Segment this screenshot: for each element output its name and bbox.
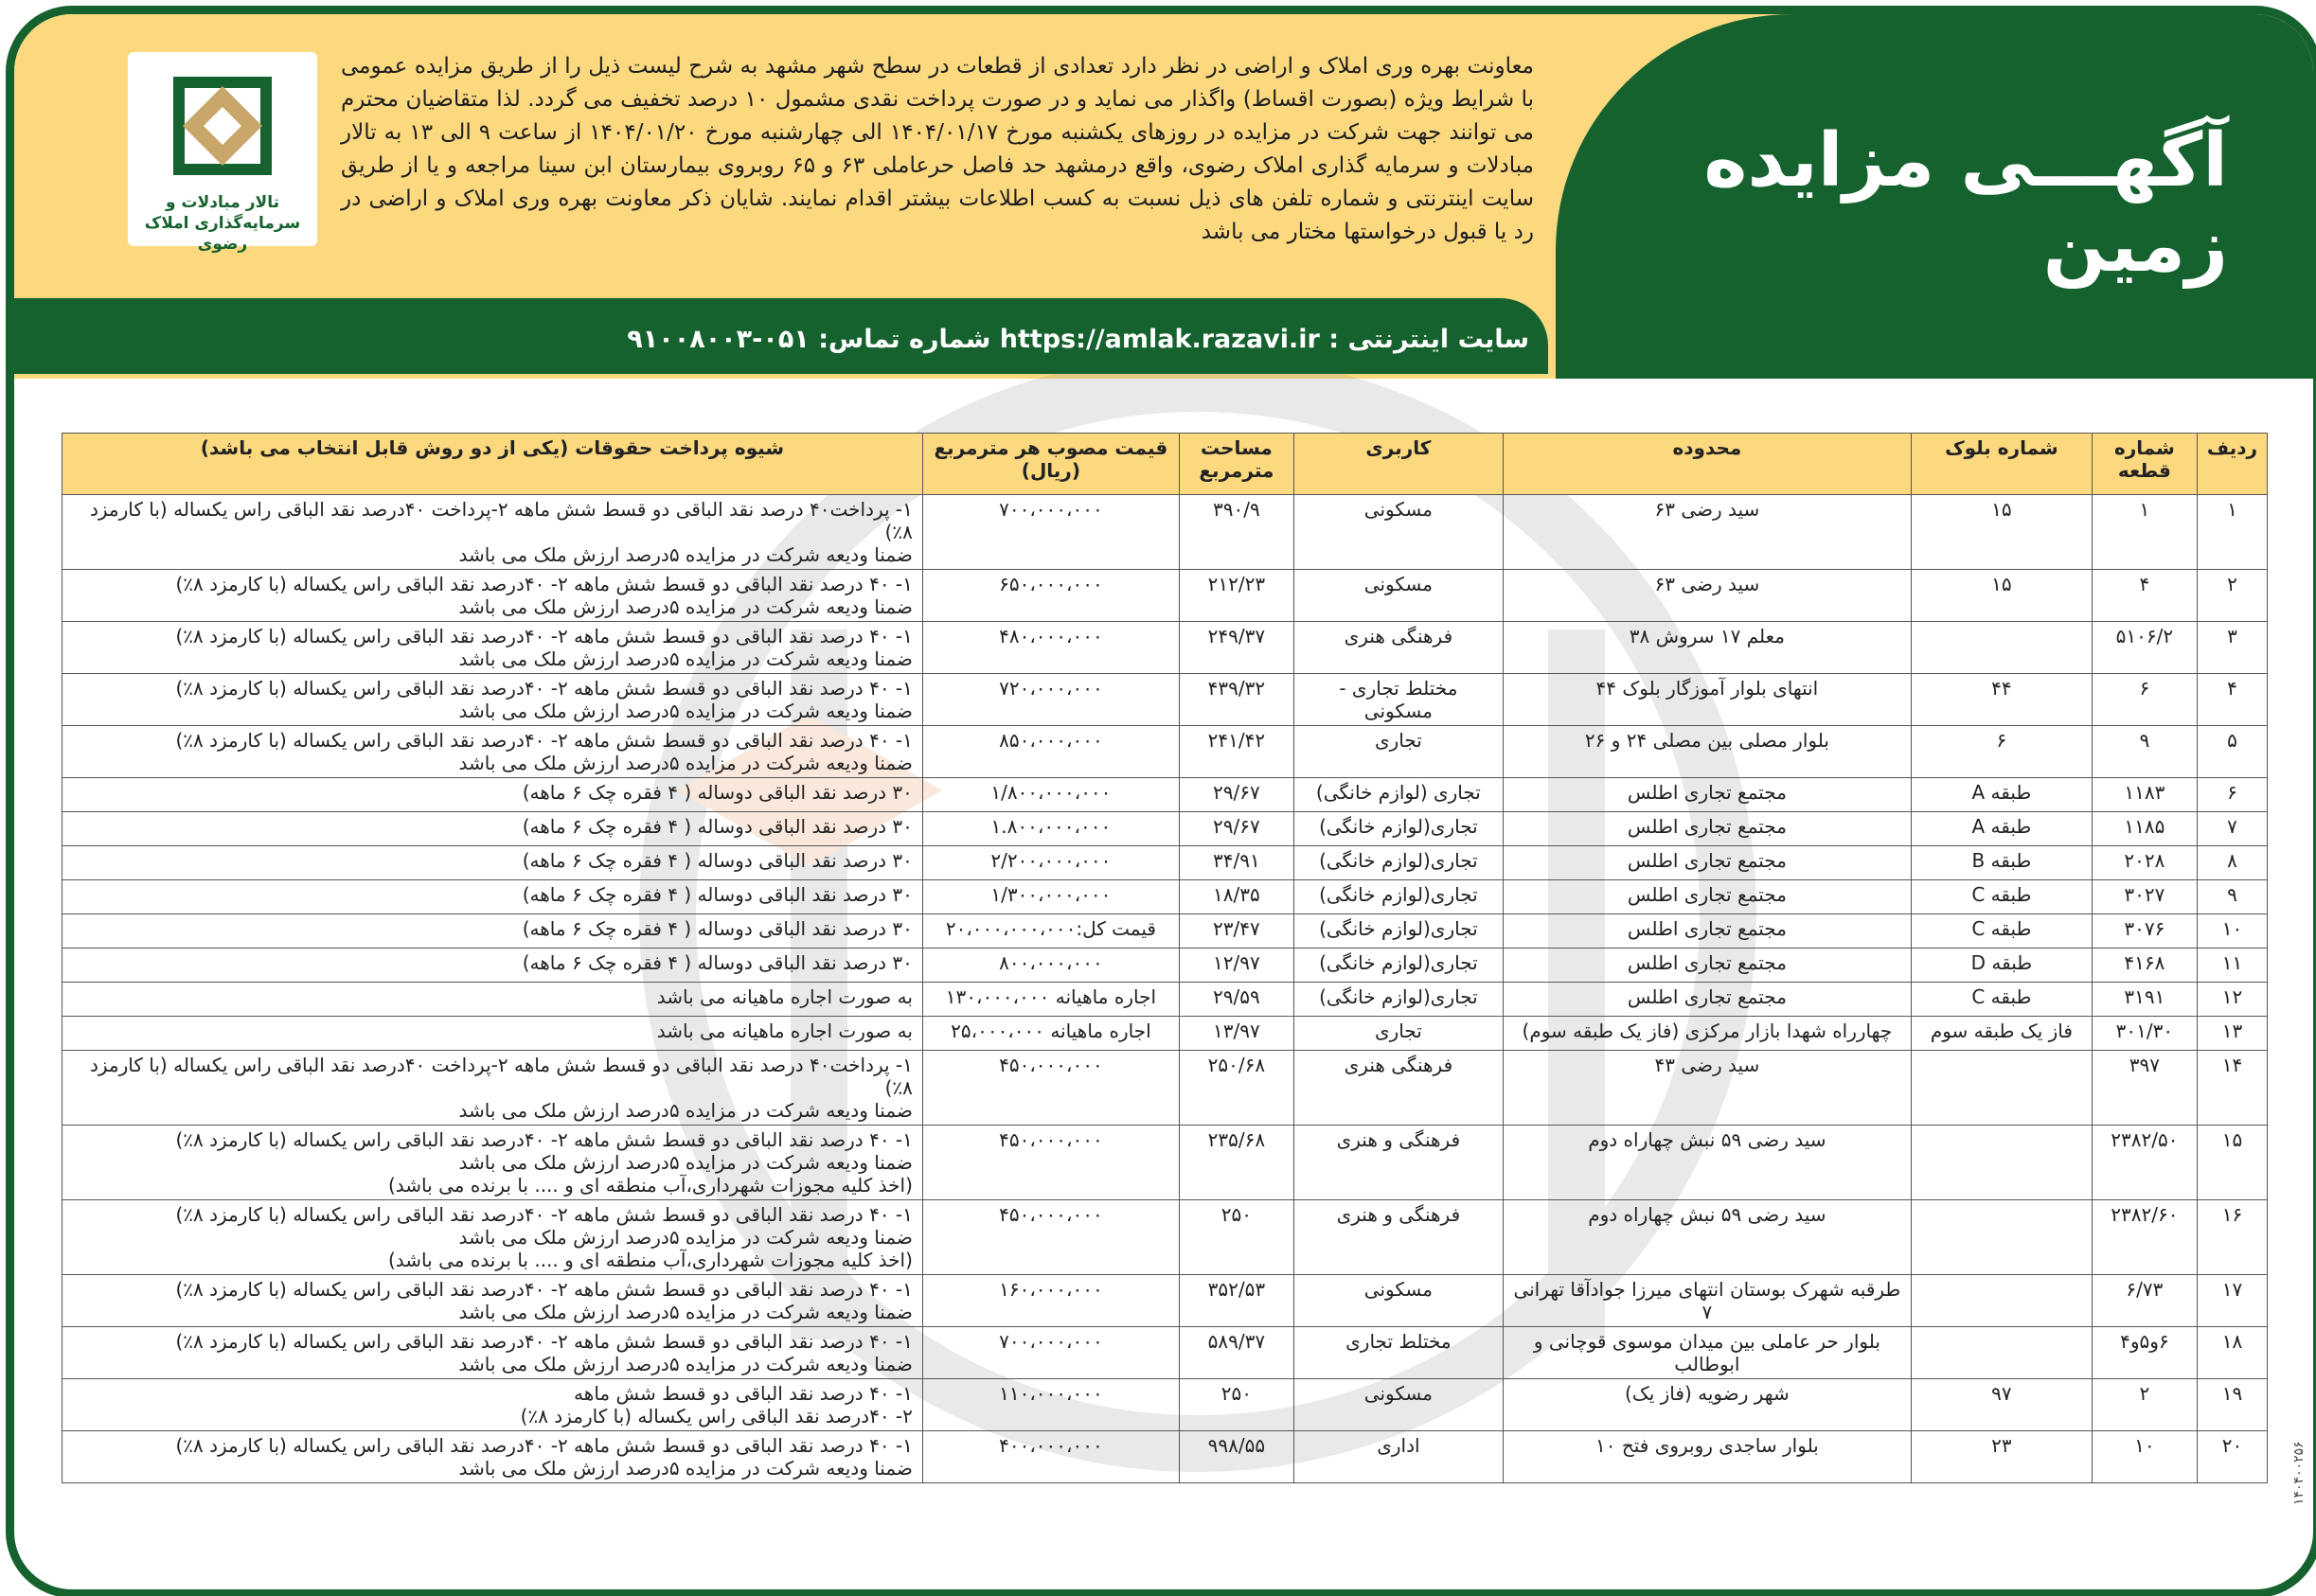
cell-block-number bbox=[1911, 1126, 2092, 1200]
cell-price: ۱/۸۰۰،۰۰۰،۰۰۰ bbox=[922, 778, 1179, 812]
page-title: آگهـــی مزایده زمین bbox=[1703, 118, 2228, 289]
cell-usage: تجاری bbox=[1293, 1017, 1503, 1051]
table-row bbox=[62, 1200, 2268, 1275]
cell-price: ۱.۸۰۰،۰۰۰،۰۰۰ bbox=[922, 812, 1179, 846]
cell-usage: تجاری(لوازم خانگی) bbox=[1293, 949, 1503, 983]
cell-usage: تجاری(لوازم خانگی) bbox=[1293, 914, 1503, 949]
cell-price: ۶۵۰،۰۰۰،۰۰۰ bbox=[922, 570, 1179, 622]
cell-payment: ۱- ۴۰ درصد نقد الباقی دو قسط شش ماهه ۲- ۴۰درصد نقد الباقی راس یکساله (با کارمزد ۸٪) ضمنا ودیعه شرکت در مزایده ۵درصد ارزش ملک می باشد (اخذ کلیه مجوزات شهرداری،آب منطقه ای و .... با برنده می باشد) bbox=[62, 1126, 923, 1200]
col-header-row-number: ردیف bbox=[2197, 434, 2267, 495]
col-header-plot-number: شماره قطعه bbox=[2092, 434, 2197, 495]
cell-row-number: ۱۳ bbox=[2197, 1017, 2267, 1051]
cell-price: ۴۵۰،۰۰۰،۰۰۰ bbox=[922, 1200, 1179, 1275]
cell-price: ۴۵۰،۰۰۰،۰۰۰ bbox=[922, 1126, 1179, 1200]
table-row bbox=[62, 1051, 2268, 1126]
cell-size: ۱۳/۹۷ bbox=[1179, 1017, 1293, 1051]
cell-plot-number: ۶ bbox=[2092, 674, 2197, 726]
cell-area: مجتمع تجاری اطلس bbox=[1503, 846, 1911, 880]
cell-size: ۴۳۹/۳۲ bbox=[1179, 674, 1293, 726]
cell-usage: مختلط تجاری bbox=[1293, 1327, 1503, 1379]
cell-payment: ۱- ۴۰ درصد نقد الباقی دو قسط شش ماهه ۲- ۴۰درصد نقد الباقی راس یکساله (با کارمزد ۸٪) ضمنا ودیعه شرکت در مزایده ۵درصد ارزش ملک می باشد bbox=[62, 1327, 923, 1379]
cell-plot-number: ۹ bbox=[2092, 726, 2197, 778]
cell-block-number: ۹۷ bbox=[1911, 1379, 2092, 1431]
cell-size: ۲۵۰ bbox=[1179, 1200, 1293, 1275]
cell-payment: ۳۰ درصد نقد الباقی دوساله ( ۴ فقره چک ۶ ماهه) bbox=[62, 812, 923, 846]
cell-plot-number: ۶و۵و۴ bbox=[2092, 1327, 2197, 1379]
cell-area: مجتمع تجاری اطلس bbox=[1503, 914, 1911, 949]
cell-price: ۲/۲۰۰،۰۰۰،۰۰۰ bbox=[922, 846, 1179, 880]
col-header-size: مساحت مترمربع bbox=[1179, 434, 1293, 495]
cell-row-number: ۷ bbox=[2197, 812, 2267, 846]
cell-area: مجتمع تجاری اطلس bbox=[1503, 880, 1911, 914]
cell-usage: مسکونی bbox=[1293, 1379, 1503, 1431]
cell-plot-number: ۲۰۲۸ bbox=[2092, 846, 2197, 880]
table-row bbox=[62, 949, 2268, 983]
cell-row-number: ۱ bbox=[2197, 495, 2267, 570]
table-row bbox=[62, 1327, 2268, 1379]
cell-size: ۲۹/۵۹ bbox=[1179, 983, 1293, 1017]
cell-price: ۱۶۰،۰۰۰،۰۰۰ bbox=[922, 1275, 1179, 1327]
organization-logo bbox=[128, 52, 317, 254]
table-row bbox=[62, 622, 2268, 674]
cell-row-number: ۱۶ bbox=[2197, 1200, 2267, 1275]
cell-plot-number: ۵۱۰۶/۲ bbox=[2092, 622, 2197, 674]
cell-block-number: طبقه C bbox=[1911, 880, 2092, 914]
auction-table bbox=[62, 433, 2268, 1483]
table-row bbox=[62, 1431, 2268, 1483]
col-header-block-number: شماره بلوک bbox=[1911, 434, 2092, 495]
cell-area: سید رضی ۵۹ نبش چهاراه دوم bbox=[1503, 1126, 1911, 1200]
cell-price: قیمت کل:۲۰،۰۰۰،۰۰۰،۰۰۰ bbox=[922, 914, 1179, 949]
cell-area: مجتمع تجاری اطلس bbox=[1503, 983, 1911, 1017]
cell-plot-number: ۳۰۷۶ bbox=[2092, 914, 2197, 949]
cell-usage: تجاری (لوازم خانگی) bbox=[1293, 778, 1503, 812]
cell-price: ۴۰۰،۰۰۰،۰۰۰ bbox=[922, 1431, 1179, 1483]
table-header-row bbox=[62, 434, 2268, 495]
cell-price: ۷۰۰،۰۰۰،۰۰۰ bbox=[922, 495, 1179, 570]
cell-plot-number: ۴ bbox=[2092, 570, 2197, 622]
col-header-usage: کاربری bbox=[1293, 434, 1503, 495]
table-row bbox=[62, 726, 2268, 778]
table-row bbox=[62, 846, 2268, 880]
cell-size: ۲۳/۴۷ bbox=[1179, 914, 1293, 949]
title-panel bbox=[1556, 14, 2313, 379]
cell-area: بلوار ساجدی روبروی فتح ۱۰ bbox=[1503, 1431, 1911, 1483]
cell-plot-number: ۱ bbox=[2092, 495, 2197, 570]
cell-area: مجتمع تجاری اطلس bbox=[1503, 949, 1911, 983]
cell-row-number: ۱۱ bbox=[2197, 949, 2267, 983]
cell-area: سید رضی ۶۳ bbox=[1503, 570, 1911, 622]
cell-area: سید رضی ۴۳ bbox=[1503, 1051, 1911, 1126]
cell-size: ۲۹/۶۷ bbox=[1179, 778, 1293, 812]
cell-plot-number: ۱۰ bbox=[2092, 1431, 2197, 1483]
cell-block-number: طبقه C bbox=[1911, 914, 2092, 949]
cell-usage: فرهنگی و هنری bbox=[1293, 1200, 1503, 1275]
cell-plot-number: ۶/۷۳ bbox=[2092, 1275, 2197, 1327]
cell-payment: ۱- ۴۰ درصد نقد الباقی دو قسط شش ماهه ۲- ۴۰درصد نقد الباقی راس یکساله (با کارمزد ۸٪) ضمنا ودیعه شرکت در مزایده ۵درصد ارزش ملک می باشد bbox=[62, 1431, 923, 1483]
cell-row-number: ۳ bbox=[2197, 622, 2267, 674]
cell-row-number: ۲۰ bbox=[2197, 1431, 2267, 1483]
cell-row-number: ۱۷ bbox=[2197, 1275, 2267, 1327]
cell-size: ۱۸/۳۵ bbox=[1179, 880, 1293, 914]
table-row bbox=[62, 880, 2268, 914]
cell-price: ۱/۳۰۰،۰۰۰،۰۰۰ bbox=[922, 880, 1179, 914]
cell-block-number bbox=[1911, 1327, 2092, 1379]
cell-row-number: ۵ bbox=[2197, 726, 2267, 778]
col-header-price: قیمت مصوب هر مترمربع (ریال) bbox=[922, 434, 1179, 495]
cell-area: طرقبه شهرک بوستان انتهای میرزا جوادآقا تهرانی ۷ bbox=[1503, 1275, 1911, 1327]
col-header-payment: شیوه پرداخت حقوقات (یکی از دو روش قابل انتخاب می باشد) bbox=[62, 434, 923, 495]
cell-payment: ۳۰ درصد نقد الباقی دوساله ( ۴ فقره چک ۶ ماهه) bbox=[62, 880, 923, 914]
cell-price: ۷۰۰،۰۰۰،۰۰۰ bbox=[922, 1327, 1179, 1379]
table-body bbox=[62, 495, 2268, 1483]
cell-payment: ۱- ۴۰ درصد نقد الباقی دو قسط شش ماهه ۲- ۴۰درصد نقد الباقی راس یکساله (با کارمزد ۸٪) ضمنا ودیعه شرکت در مزایده ۵درصد ارزش ملک می باشد bbox=[62, 726, 923, 778]
cell-row-number: ۱۰ bbox=[2197, 914, 2267, 949]
cell-area: مجتمع تجاری اطلس bbox=[1503, 778, 1911, 812]
cell-payment: ۱- پرداخت۴۰ درصد نقد الباقی دو قسط شش ماهه ۲-پرداخت ۴۰درصد نقد الباقی راس یکساله (با کارمزد ۸٪) ضمنا ودیعه شرکت در مزایده ۵درصد ارزش ملک می باشد bbox=[62, 495, 923, 570]
cell-area: معلم ۱۷ سروش ۳۸ bbox=[1503, 622, 1911, 674]
cell-block-number: ۱۵ bbox=[1911, 570, 2092, 622]
cell-price: ۴۵۰،۰۰۰،۰۰۰ bbox=[922, 1051, 1179, 1126]
cell-usage: تجاری(لوازم خانگی) bbox=[1293, 812, 1503, 846]
cell-plot-number: ۳۰۱/۳۰ bbox=[2092, 1017, 2197, 1051]
cell-price: اجاره ماهیانه ۲۵،۰۰۰،۰۰۰ bbox=[922, 1017, 1179, 1051]
cell-payment: ۱- ۴۰ درصد نقد الباقی دو قسط شش ماهه ۲- ۴۰درصد نقد الباقی راس یکساله (با کارمزد ۸٪) ضمنا ودیعه شرکت در مزایده ۵درصد ارزش ملک می باشد bbox=[62, 570, 923, 622]
table-row bbox=[62, 674, 2268, 726]
cell-block-number: طبقه D bbox=[1911, 949, 2092, 983]
cell-payment: ۱- ۴۰ درصد نقد الباقی دو قسط شش ماهه ۲- ۴۰درصد نقد الباقی راس یکساله (با کارمزد ۸٪) bbox=[62, 1379, 923, 1431]
cell-area: انتهای بلوار آموزگار بلوک ۴۴ bbox=[1503, 674, 1911, 726]
cell-size: ۲۱۲/۲۳ bbox=[1179, 570, 1293, 622]
cell-usage: فرهنگی هنری bbox=[1293, 622, 1503, 674]
cell-size: ۳۵۲/۵۳ bbox=[1179, 1275, 1293, 1327]
cell-payment: ۱- ۴۰ درصد نقد الباقی دو قسط شش ماهه ۲- ۴۰درصد نقد الباقی راس یکساله (با کارمزد ۸٪) ضمنا ودیعه شرکت در مزایده ۵درصد ارزش ملک می باشد bbox=[62, 1275, 923, 1327]
cell-size: ۳۹۰/۹ bbox=[1179, 495, 1293, 570]
document-code: ۱۴۰۴۰۰۲۵۶ bbox=[2291, 1441, 2307, 1505]
cell-row-number: ۸ bbox=[2197, 846, 2267, 880]
cell-usage: مسکونی bbox=[1293, 570, 1503, 622]
cell-price: ۴۸۰،۰۰۰،۰۰۰ bbox=[922, 622, 1179, 674]
cell-price: اجاره ماهیانه ۱۳۰،۰۰۰،۰۰۰ bbox=[922, 983, 1179, 1017]
cell-block-number bbox=[1911, 1051, 2092, 1126]
table-row bbox=[62, 1017, 2268, 1051]
cell-area: سید رضی ۵۹ نبش چهاراه دوم bbox=[1503, 1200, 1911, 1275]
col-header-area: محدوده bbox=[1503, 434, 1911, 495]
cell-payment: ۳۰ درصد نقد الباقی دوساله ( ۴ فقره چک ۶ ماهه) bbox=[62, 914, 923, 949]
cell-size: ۳۴/۹۱ bbox=[1179, 846, 1293, 880]
cell-size: ۲۵۰/۶۸ bbox=[1179, 1051, 1293, 1126]
cell-price: ۷۲۰،۰۰۰،۰۰۰ bbox=[922, 674, 1179, 726]
cell-payment: ۱- ۴۰ درصد نقد الباقی دو قسط شش ماهه ۲- ۴۰درصد نقد الباقی راس یکساله (با کارمزد ۸٪) ضمنا ودیعه شرکت در مزایده ۵درصد ارزش ملک می باشد (اخذ کلیه مجوزات شهرداری،آب منطقه ای و .... با برنده می باشد) bbox=[62, 1200, 923, 1275]
cell-block-number: ۶ bbox=[1911, 726, 2092, 778]
contact-info[interactable]: سایت اینترنتی : https://amlak.razavi.ir شماره تماس: ۰۵۱-۹۱۰۰۸۰۰۳ bbox=[627, 325, 1529, 354]
table-row bbox=[62, 983, 2268, 1017]
cell-row-number: ۱۹ bbox=[2197, 1379, 2267, 1431]
cell-block-number bbox=[1911, 1275, 2092, 1327]
cell-payment: به صورت اجاره ماهیانه می باشد bbox=[62, 1017, 923, 1051]
cell-price: ۸۵۰،۰۰۰،۰۰۰ bbox=[922, 726, 1179, 778]
cell-block-number: ۱۵ bbox=[1911, 495, 2092, 570]
table-row bbox=[62, 570, 2268, 622]
cell-plot-number: ۱۱۸۵ bbox=[2092, 812, 2197, 846]
cell-usage: تجاری(لوازم خانگی) bbox=[1293, 983, 1503, 1017]
cell-row-number: ۱۴ bbox=[2197, 1051, 2267, 1126]
cell-plot-number: ۳۱۹۱ bbox=[2092, 983, 2197, 1017]
cell-block-number: ۲۳ bbox=[1911, 1431, 2092, 1483]
cell-row-number: ۴ bbox=[2197, 674, 2267, 726]
cell-plot-number: ۳۹۷ bbox=[2092, 1051, 2197, 1126]
cell-area: چهارراه شهدا بازار مرکزی (فاز یک طبقه سوم) bbox=[1503, 1017, 1911, 1051]
cell-block-number: طبقه A bbox=[1911, 778, 2092, 812]
logo-text: تالار مبادلات و سرمایه‌گذاری املاک رضوی bbox=[144, 193, 301, 254]
cell-usage: تجاری(لوازم خانگی) bbox=[1293, 846, 1503, 880]
cell-payment: ۳۰ درصد نقد الباقی دوساله ( ۴ فقره چک ۶ ماهه) bbox=[62, 846, 923, 880]
cell-plot-number: ۱۱۸۳ bbox=[2092, 778, 2197, 812]
cell-usage: تجاری bbox=[1293, 726, 1503, 778]
cell-plot-number: ۴۱۶۸ bbox=[2092, 949, 2197, 983]
cell-plot-number: ۲۳۸۲/۵۰ bbox=[2092, 1126, 2197, 1200]
cell-size: ۲۹/۶۷ bbox=[1179, 812, 1293, 846]
table-row bbox=[62, 1379, 2268, 1431]
table-row bbox=[62, 495, 2268, 570]
cell-size: ۲۵۰ bbox=[1179, 1379, 1293, 1431]
intro-paragraph: معاونت بهره وری املاک و اراضی در نظر دارد تعدادی از قطعات در سطح شهر مشهد به شرح لیست ذیل را از طریق مزایده عمومی با شرایط ویژه (بصورت اقساط) واگذار می نماید و در صورت پرداخت نقدی مشمول ۱۰ درصد تخفیف می گردد. لذا متقاضیان محترم می توانند جهت شرکت در مزایده در روزهای یکشنبه مورخ ۱۴۰۴/۰۱/۱۷ الی چهارشنبه مورخ ۱۴۰۴/۰۱/۲۰ از ساعت ۹ الی ۱۳ به تالار مبادلات و سرمایه گذاری املاک رضوی، واقع درمشهد حد فاصل حرعاملی ۶۳ و ۶۵ روبروی بیمارستان ابن سینا مراجعه و یا از طریق سایت اینترنتی و شماره تلفن های ذیل نسبت به کسب اطلاعات بیشتر اقدام نمایند. شایان ذکر معاونت بهره وری املاک و اراضی در رد یا قبول درخواستها مختار می باشد bbox=[341, 54, 1534, 244]
cell-payment: ۱- ۴۰ درصد نقد الباقی دو قسط شش ماهه ۲- ۴۰درصد نقد الباقی راس یکساله (با کارمزد ۸٪) ضمنا ودیعه شرکت در مزایده ۵درصد ارزش ملک می باشد bbox=[62, 674, 923, 726]
cell-block-number: طبقه C bbox=[1911, 983, 2092, 1017]
cell-size: ۱۲/۹۷ bbox=[1179, 949, 1293, 983]
cell-usage: فرهنگی هنری bbox=[1293, 1051, 1503, 1126]
cell-payment: ۱- ۴۰ درصد نقد الباقی دو قسط شش ماهه ۲- ۴۰درصد نقد الباقی راس یکساله (با کارمزد ۸٪) ضمنا ودیعه شرکت در مزایده ۵درصد ارزش ملک می باشد bbox=[62, 622, 923, 674]
cell-payment: ۳۰ درصد نقد الباقی دوساله ( ۴ فقره چک ۶ ماهه) bbox=[62, 949, 923, 983]
cell-payment: ۱- پرداخت۴۰ درصد نقد الباقی دو قسط شش ماهه ۲-پرداخت ۴۰درصد نقد الباقی راس یکساله (با کارمزد ۸٪) ضمنا ودیعه شرکت در مزایده ۵درصد ارزش ملک می باشد bbox=[62, 1051, 923, 1126]
table-row bbox=[62, 812, 2268, 846]
cell-block-number: طبقه A bbox=[1911, 812, 2092, 846]
cell-area: بلوار مصلی بین مصلی ۲۴ و ۲۶ bbox=[1503, 726, 1911, 778]
table-row bbox=[62, 778, 2268, 812]
cell-area: بلوار حر عاملی بین میدان موسوی قوچانی و ابوطالب bbox=[1503, 1327, 1911, 1379]
cell-usage: مسکونی bbox=[1293, 495, 1503, 570]
table-row bbox=[62, 1275, 2268, 1327]
cell-row-number: ۱۸ bbox=[2197, 1327, 2267, 1379]
cell-block-number: ۴۴ bbox=[1911, 674, 2092, 726]
cell-usage: اداری bbox=[1293, 1431, 1503, 1483]
cell-area: سید رضی ۶۳ bbox=[1503, 495, 1911, 570]
cell-row-number: ۹ bbox=[2197, 880, 2267, 914]
cell-plot-number: ۲۳۸۲/۶۰ bbox=[2092, 1200, 2197, 1275]
cell-area: شهر رضویه (فاز یک) bbox=[1503, 1379, 1911, 1431]
cell-plot-number: ۳۰۲۷ bbox=[2092, 880, 2197, 914]
logo-icon bbox=[166, 69, 279, 183]
cell-price: ۸۰۰،۰۰۰،۰۰۰ bbox=[922, 949, 1179, 983]
cell-size: ۹۹۸/۵۵ bbox=[1179, 1431, 1293, 1483]
cell-size: ۲۴۹/۳۷ bbox=[1179, 622, 1293, 674]
cell-block-number: طبقه B bbox=[1911, 846, 2092, 880]
cell-size: ۲۳۵/۶۸ bbox=[1179, 1126, 1293, 1200]
cell-area: مجتمع تجاری اطلس bbox=[1503, 812, 1911, 846]
page-frame bbox=[6, 6, 2316, 1596]
cell-row-number: ۶ bbox=[2197, 778, 2267, 812]
cell-row-number: ۲ bbox=[2197, 570, 2267, 622]
cell-row-number: ۱۵ bbox=[2197, 1126, 2267, 1200]
cell-usage: تجاری(لوازم خانگی) bbox=[1293, 880, 1503, 914]
cell-block-number bbox=[1911, 622, 2092, 674]
cell-payment: به صورت اجاره ماهیانه می باشد bbox=[62, 983, 923, 1017]
cell-block-number: فاز یک طبقه سوم bbox=[1911, 1017, 2092, 1051]
cell-usage: فرهنگی و هنری bbox=[1293, 1126, 1503, 1200]
cell-usage: مختلط تجاری - مسکونی bbox=[1293, 674, 1503, 726]
cell-payment: ۳۰ درصد نقد الباقی دوساله ( ۴ فقره چک ۶ ماهه) bbox=[62, 778, 923, 812]
table-row bbox=[62, 914, 2268, 949]
table-row bbox=[62, 1126, 2268, 1200]
cell-block-number bbox=[1911, 1200, 2092, 1275]
cell-price: ۱۱۰،۰۰۰،۰۰۰ bbox=[922, 1379, 1179, 1431]
cell-size: ۲۴۱/۴۲ bbox=[1179, 726, 1293, 778]
cell-size: ۵۸۹/۳۷ bbox=[1179, 1327, 1293, 1379]
cell-plot-number: ۲ bbox=[2092, 1379, 2197, 1431]
cell-row-number: ۱۲ bbox=[2197, 983, 2267, 1017]
cell-usage: مسکونی bbox=[1293, 1275, 1503, 1327]
